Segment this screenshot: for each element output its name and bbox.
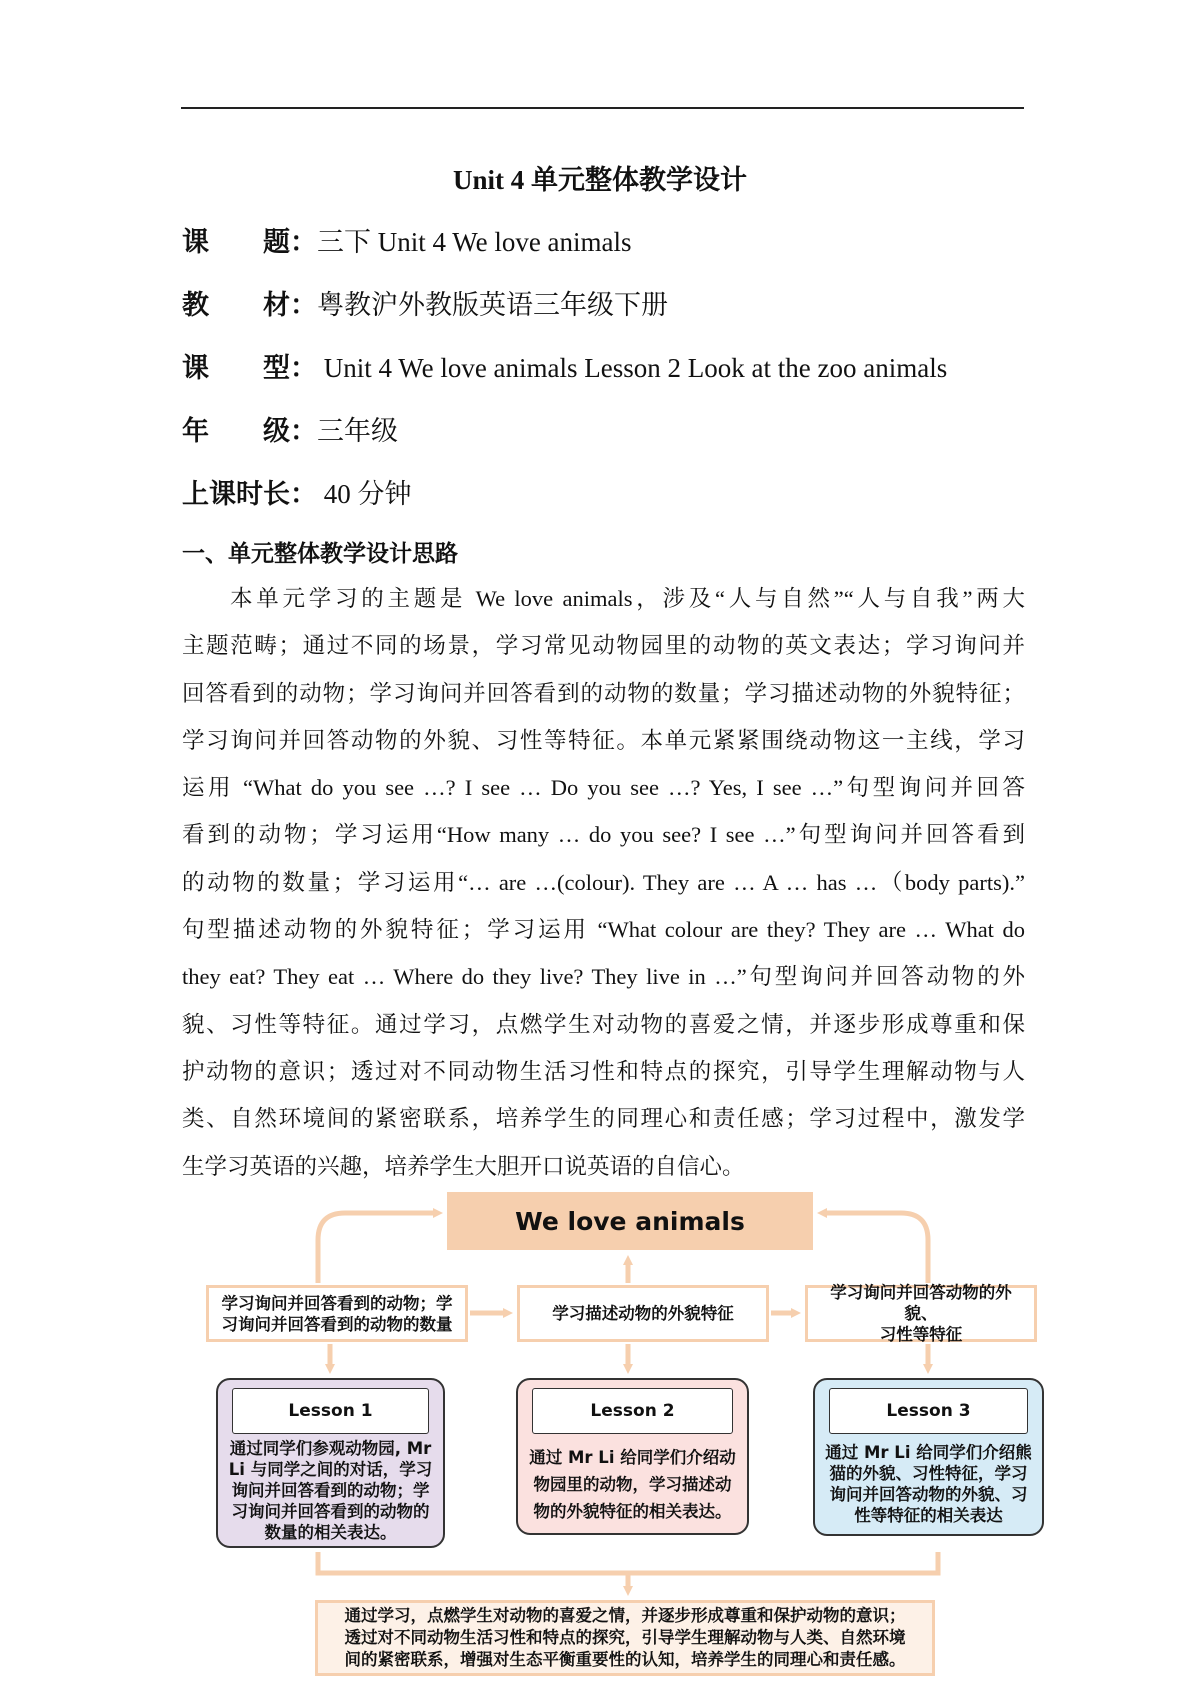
lesson-line: Li 与同学之间的对话，学习 — [228, 1460, 433, 1479]
lesson-title: Lesson 2 — [532, 1388, 733, 1434]
field-value: 粤教沪外教版英语三年级下册 — [317, 290, 668, 320]
paragraph-line: 看到的动物；学习运用“How many … do you see? I see …”句型询问并回答看到 — [182, 822, 1025, 848]
design-paragraph — [182, 575, 1025, 1190]
lesson-line: 通过 Mr Li 给同学们介绍动 — [529, 1448, 736, 1467]
paragraph-line: 本单元学习的主题是 We love animals，涉及“人与自然”“人与自我”两大 — [230, 586, 1025, 611]
goal-line: 学习描述动物的外貌特征 — [552, 1304, 734, 1323]
field-label: 教 材： — [182, 290, 317, 320]
field-label: 课 型： — [182, 353, 317, 383]
lesson-description — [222, 1438, 439, 1543]
paragraph-line: 的动物的数量；学习运用“… are …(colour). They are … A … has …（body parts).” — [182, 869, 1025, 895]
document-title: Unit 4 单元整体教学设计 — [452, 165, 747, 195]
field-duration — [182, 472, 412, 511]
field-value: 40 分钟 — [317, 479, 412, 509]
lesson-2-card — [516, 1378, 749, 1535]
field-label: 上课时长： — [182, 479, 317, 509]
lesson-line: 数量的相关表达。 — [264, 1523, 397, 1542]
field-grade — [182, 409, 398, 448]
diagram-summary-box — [315, 1600, 935, 1676]
arrow-left-loop — [318, 1213, 438, 1283]
section-title: 一、单元整体教学设计思路 — [182, 541, 458, 566]
paragraph-line: 生学习英语的兴趣，培养学生大胆开口说英语的自信心。 — [182, 1153, 745, 1179]
paragraph-line: 学习询问并回答动物的外貌、习性等特征。本单元紧紧围绕动物这一主线，学习 — [182, 727, 1025, 753]
bracket-to-summary — [318, 1552, 938, 1573]
field-lesson-type — [182, 346, 947, 385]
lesson-line: 通过同学们参观动物园, Mr — [229, 1439, 432, 1458]
summary-line: 通过学习，点燃学生对动物的喜爱之情，并逐步形成尊重和保护动物的意识； — [344, 1606, 906, 1625]
paragraph-line: 护动物的意识；透过对不同动物生活习性和特点的探究，引导学生理解动物与人 — [182, 1058, 1025, 1084]
paragraph-line: 类、自然环境间的紧密联系，培养学生的同理心和责任感；学习过程中，激发学 — [182, 1106, 1025, 1132]
field-value: 三下 Unit 4 We love animals — [317, 227, 632, 257]
paragraph-line: they eat? They eat … Where do they live? They live in …”句型询问并回答动物的外 — [182, 964, 1025, 990]
header-rule — [181, 107, 1024, 109]
lesson-line: 通过 Mr Li 给同学们介绍熊 — [825, 1443, 1032, 1462]
lesson-description — [522, 1444, 743, 1525]
diagram-goal-1 — [206, 1285, 468, 1342]
goal-line: 习性等特征 — [879, 1325, 963, 1344]
lesson-line: 习询问并回答看到的动物的 — [231, 1502, 430, 1521]
paragraph-line: 回答看到的动物；学习询问并回答看到的动物的数量；学习描述动物的外貌特征； — [182, 680, 1025, 706]
lesson-description — [819, 1442, 1038, 1526]
lesson-line: 物的外貌特征的相关表达。 — [533, 1502, 732, 1521]
lesson-line: 性等特征的相关表达 — [854, 1506, 1003, 1525]
goal-line: 学习询问并回答看到的动物；学 — [221, 1293, 453, 1313]
arrow-right-loop — [822, 1213, 928, 1283]
lesson-line: 猫的外貌、习性特征，学习 — [829, 1464, 1028, 1483]
field-value: 三年级 — [317, 416, 398, 446]
field-textbook — [182, 283, 668, 322]
field-topic — [182, 220, 632, 259]
lesson-title: Lesson 1 — [232, 1388, 429, 1434]
lesson-line: 询问并回答动物的外貌、习 — [829, 1485, 1028, 1504]
paragraph-line: 貌、习性等特征。通过学习，点燃学生对动物的喜爱之情，并逐步形成尊重和保 — [182, 1011, 1025, 1037]
goal-line: 习询问并回答看到的动物的数量 — [221, 1314, 453, 1334]
diagram-goal-2 — [517, 1285, 769, 1342]
goal-line: 学习询问并回答动物的外貌、 — [830, 1283, 1012, 1323]
lesson-1-card — [216, 1378, 445, 1548]
lesson-line: 物园里的动物，学习描述动 — [533, 1475, 732, 1494]
summary-line: 间的紧密联系，增强对生态平衡重要性的认知，培养学生的同理心和责任感。 — [344, 1650, 906, 1669]
field-value: Unit 4 We love animals Lesson 2 Look at the zoo animals — [317, 353, 948, 383]
lesson-line: 询问并回答看到的动物；学 — [231, 1481, 430, 1500]
diagram-top-box: We love animals — [447, 1192, 813, 1250]
summary-line: 透过对不同动物生活习性和特点的探究，引导学生理解动物与人类、自然环境 — [344, 1628, 906, 1647]
paragraph-line: 主题范畴；通过不同的场景，学习常见动物园里的动物的英文表达；学习询问并 — [182, 633, 1025, 659]
field-label: 课 题： — [182, 227, 317, 257]
paragraph-line: 运用 “What do you see …? I see … Do you see …? Yes, I see …”句型询问并回答 — [182, 775, 1025, 801]
diagram-goal-3 — [805, 1285, 1037, 1342]
field-label: 年 级： — [182, 416, 317, 446]
lesson-title: Lesson 3 — [829, 1388, 1028, 1434]
paragraph-line: 句型描述动物的外貌特征；学习运用 “What colour are they? They are … What do — [182, 917, 1025, 943]
lesson-3-card — [813, 1378, 1044, 1536]
